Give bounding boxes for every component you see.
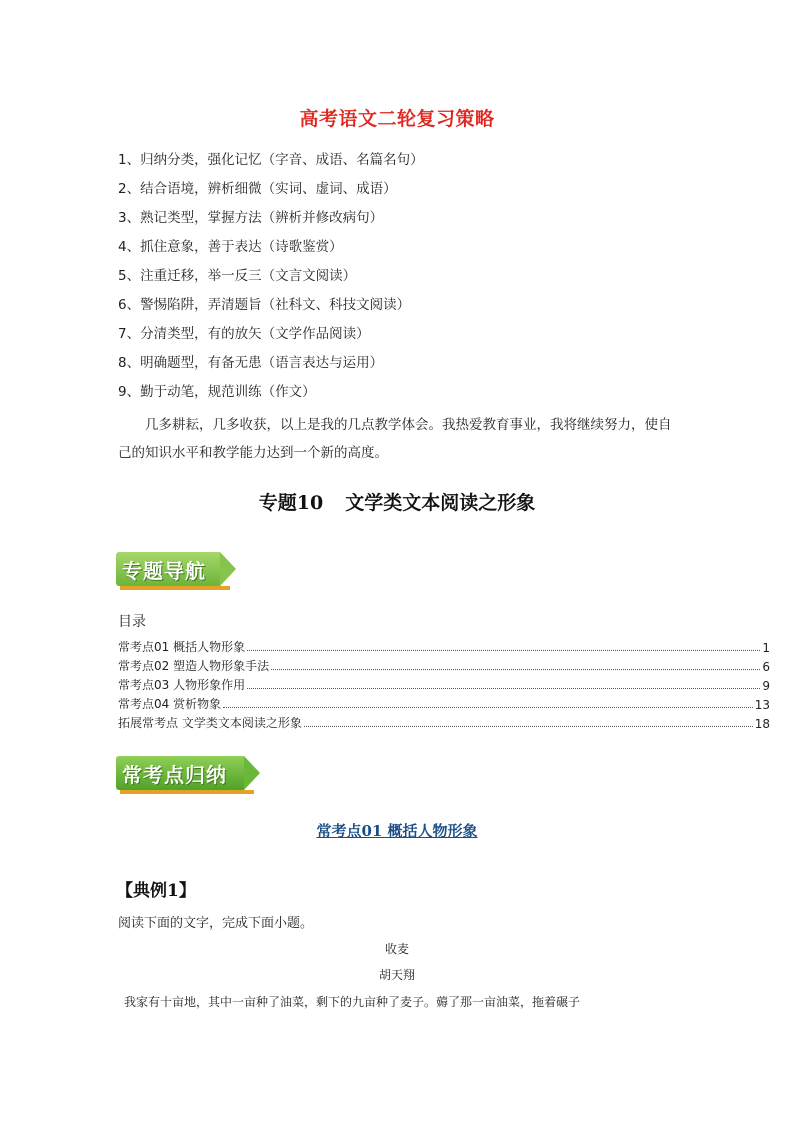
points-banner-label: 常考点归纳 [122,763,227,787]
toc-leader [247,649,760,651]
section-number: 专题10 [258,492,324,514]
strategy-item: 9、勤于动笔，规范训练（作文） [118,384,316,400]
toc-entry[interactable] [118,674,770,693]
toc-heading: 目录 [118,614,146,630]
passage-title: 收麦 [384,942,409,956]
toc-leader [247,687,760,689]
toc-entry-page: 9 [762,679,770,693]
toc-entry-page: 6 [762,660,770,674]
toc-entry-page: 1 [762,641,770,655]
example-title: 【典例1】 [116,881,196,901]
toc-entry-label: 常考点02 塑造人物形象手法 [118,659,270,673]
passage-author: 胡天翔 [378,968,415,982]
instruction-text: 阅读下面的文字，完成下面小题。 [118,916,314,931]
toc-entry[interactable] [118,712,770,731]
banner-arrow-icon [244,756,260,790]
toc-leader [271,668,760,670]
toc-entry[interactable] [118,693,770,712]
strategy-item: 6、警惕陷阱，弄清题旨（社科文、科技文阅读） [118,297,411,313]
strategy-list [118,150,698,411]
toc-entry-page: 18 [754,717,770,731]
banner-underline [120,790,254,794]
strategy-item: 4、抓住意象，善于表达（诗歌鉴赏） [118,239,343,255]
section-name: 文学类文本阅读之形象 [345,492,536,514]
toc-entry[interactable] [118,655,770,674]
nav-banner-label: 专题导航 [122,559,206,583]
table-of-contents [118,636,770,731]
toc-entry-label: 常考点03 人物形象作用 [118,678,246,692]
toc-leader [223,706,753,708]
strategy-item: 7、分清类型，有的放矢（文学作品阅读） [118,326,370,342]
strategy-item: 5、注重迁移，举一反三（文言文阅读） [118,268,357,284]
strategy-title: 高考语文二轮复习策略 [299,108,495,130]
strategy-item: 8、明确题型，有备无患（语言表达与运用） [118,355,384,371]
toc-entry-label: 常考点01 概括人物形象 [118,640,246,654]
toc-entry[interactable] [118,636,770,655]
strategy-item: 2、结合语境，辨析细微（实词、虚词、成语） [118,181,397,197]
toc-entry-label: 拓展常考点 文学类文本阅读之形象 [118,716,302,730]
toc-entry-page: 13 [754,698,770,712]
closing-paragraph: 几多耕耘，几多收获，以上是我的几点教学体会。我热爱教育事业，我将继续努力，使自己的知识水平和教学能力达到一个新的高度。 [118,417,672,461]
strategy-item: 1、归纳分类，强化记忆（字音、成语、名篇名句） [118,152,424,168]
point-heading-link[interactable]: 常考点01 概括人物形象 [316,822,478,840]
passage-text: 我家有十亩地，其中一亩种了油菜，剩下的九亩种了麦子。薅了那一亩油菜，拖着碾子 [124,995,581,1009]
banner-underline [120,586,230,590]
toc-leader [304,725,753,727]
toc-entry-label: 常考点04 赏析物象 [118,697,222,711]
banner-arrow-icon [220,552,236,586]
strategy-item: 3、熟记类型，掌握方法（辨析并修改病句） [118,210,384,226]
section-title [0,488,794,515]
